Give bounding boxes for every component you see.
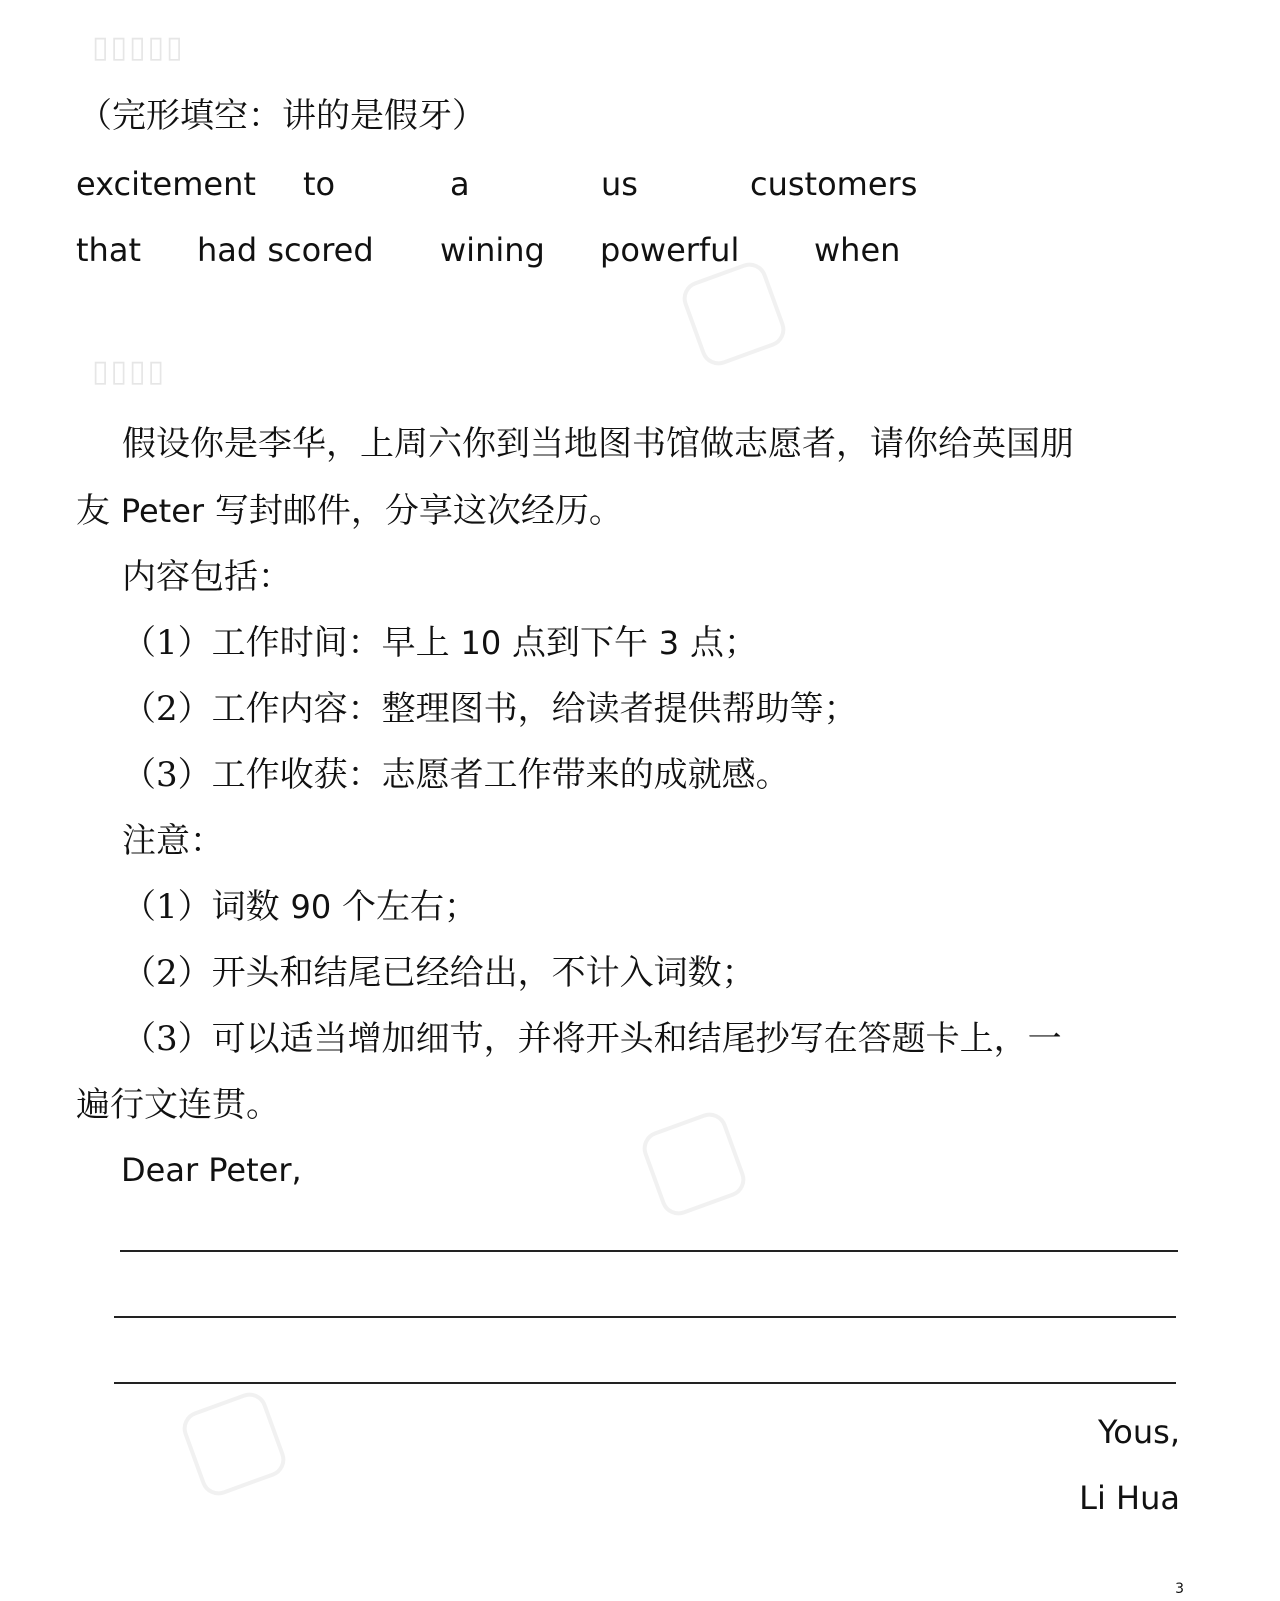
answer-word: to <box>303 165 336 203</box>
answer-word: a <box>450 165 470 203</box>
note-3-line-1: （3）可以适当增加细节，并将开头和结尾抄写在答题卡上，一 <box>122 1019 1062 1059</box>
task-intro-line-1: 假设你是李华，上周六你到当地图书馆做志愿者，请你给英国朋 <box>122 424 1074 464</box>
writing-line <box>114 1316 1176 1318</box>
item-number-value: 3 <box>658 624 680 662</box>
letter-closing: Yous, <box>1098 1413 1180 1451</box>
item-number-value: 10 <box>460 624 502 662</box>
note-number: （1） <box>122 887 212 927</box>
recipient-name: Peter <box>120 492 205 530</box>
page-number: 3 <box>1175 1581 1184 1597</box>
answer-word: us <box>601 165 638 203</box>
item-text: 工作时间：早上 <box>211 623 461 663</box>
answer-word: wining <box>440 231 545 269</box>
item-text: 点； <box>679 623 758 663</box>
note-text: 个左右； <box>331 887 478 927</box>
writing-line <box>120 1250 1178 1252</box>
note-2: （2）开头和结尾已经给出，不计入词数； <box>122 953 756 993</box>
letter-signature: Li Hua <box>1079 1479 1180 1517</box>
answer-word: when <box>814 231 901 269</box>
content-heading: 内容包括： <box>122 557 292 597</box>
answer-word: customers <box>750 165 918 203</box>
writing-line <box>114 1382 1176 1384</box>
cloze-note: （完形填空：讲的是假牙） <box>78 96 486 136</box>
answer-word: excitement <box>76 165 256 203</box>
content-item-2: （2）工作内容：整理图书，给读者提供帮助等； <box>122 689 858 729</box>
content-item-3: （3）工作收获：志愿者工作带来的成就感。 <box>122 755 790 795</box>
content-item-1 <box>122 619 758 667</box>
answer-word: had scored <box>197 231 374 269</box>
answer-word: that <box>76 231 141 269</box>
note-number-value: 90 <box>290 888 332 926</box>
faded-section-label-1: ▯▯▯▯▯ <box>92 30 185 65</box>
item-number: （1） <box>122 623 212 663</box>
task-intro-suffix: 写封邮件，分享这次经历。 <box>204 491 623 531</box>
note-1 <box>122 883 478 931</box>
notes-heading: 注意： <box>122 821 224 861</box>
task-intro-line-2 <box>76 487 623 535</box>
faded-section-label-2: ▯▯▯▯ <box>92 354 167 389</box>
task-intro-prefix: 友 <box>76 491 121 531</box>
watermark-mark <box>678 258 791 371</box>
item-text: 点到下午 <box>501 623 659 663</box>
watermark-mark <box>638 1108 751 1221</box>
note-text: 词数 <box>211 887 291 927</box>
answer-word: powerful <box>600 231 740 269</box>
letter-greeting: Dear Peter, <box>121 1151 302 1189</box>
watermark-mark <box>178 1388 291 1501</box>
note-3-line-2: 遍行文连贯。 <box>76 1085 280 1125</box>
